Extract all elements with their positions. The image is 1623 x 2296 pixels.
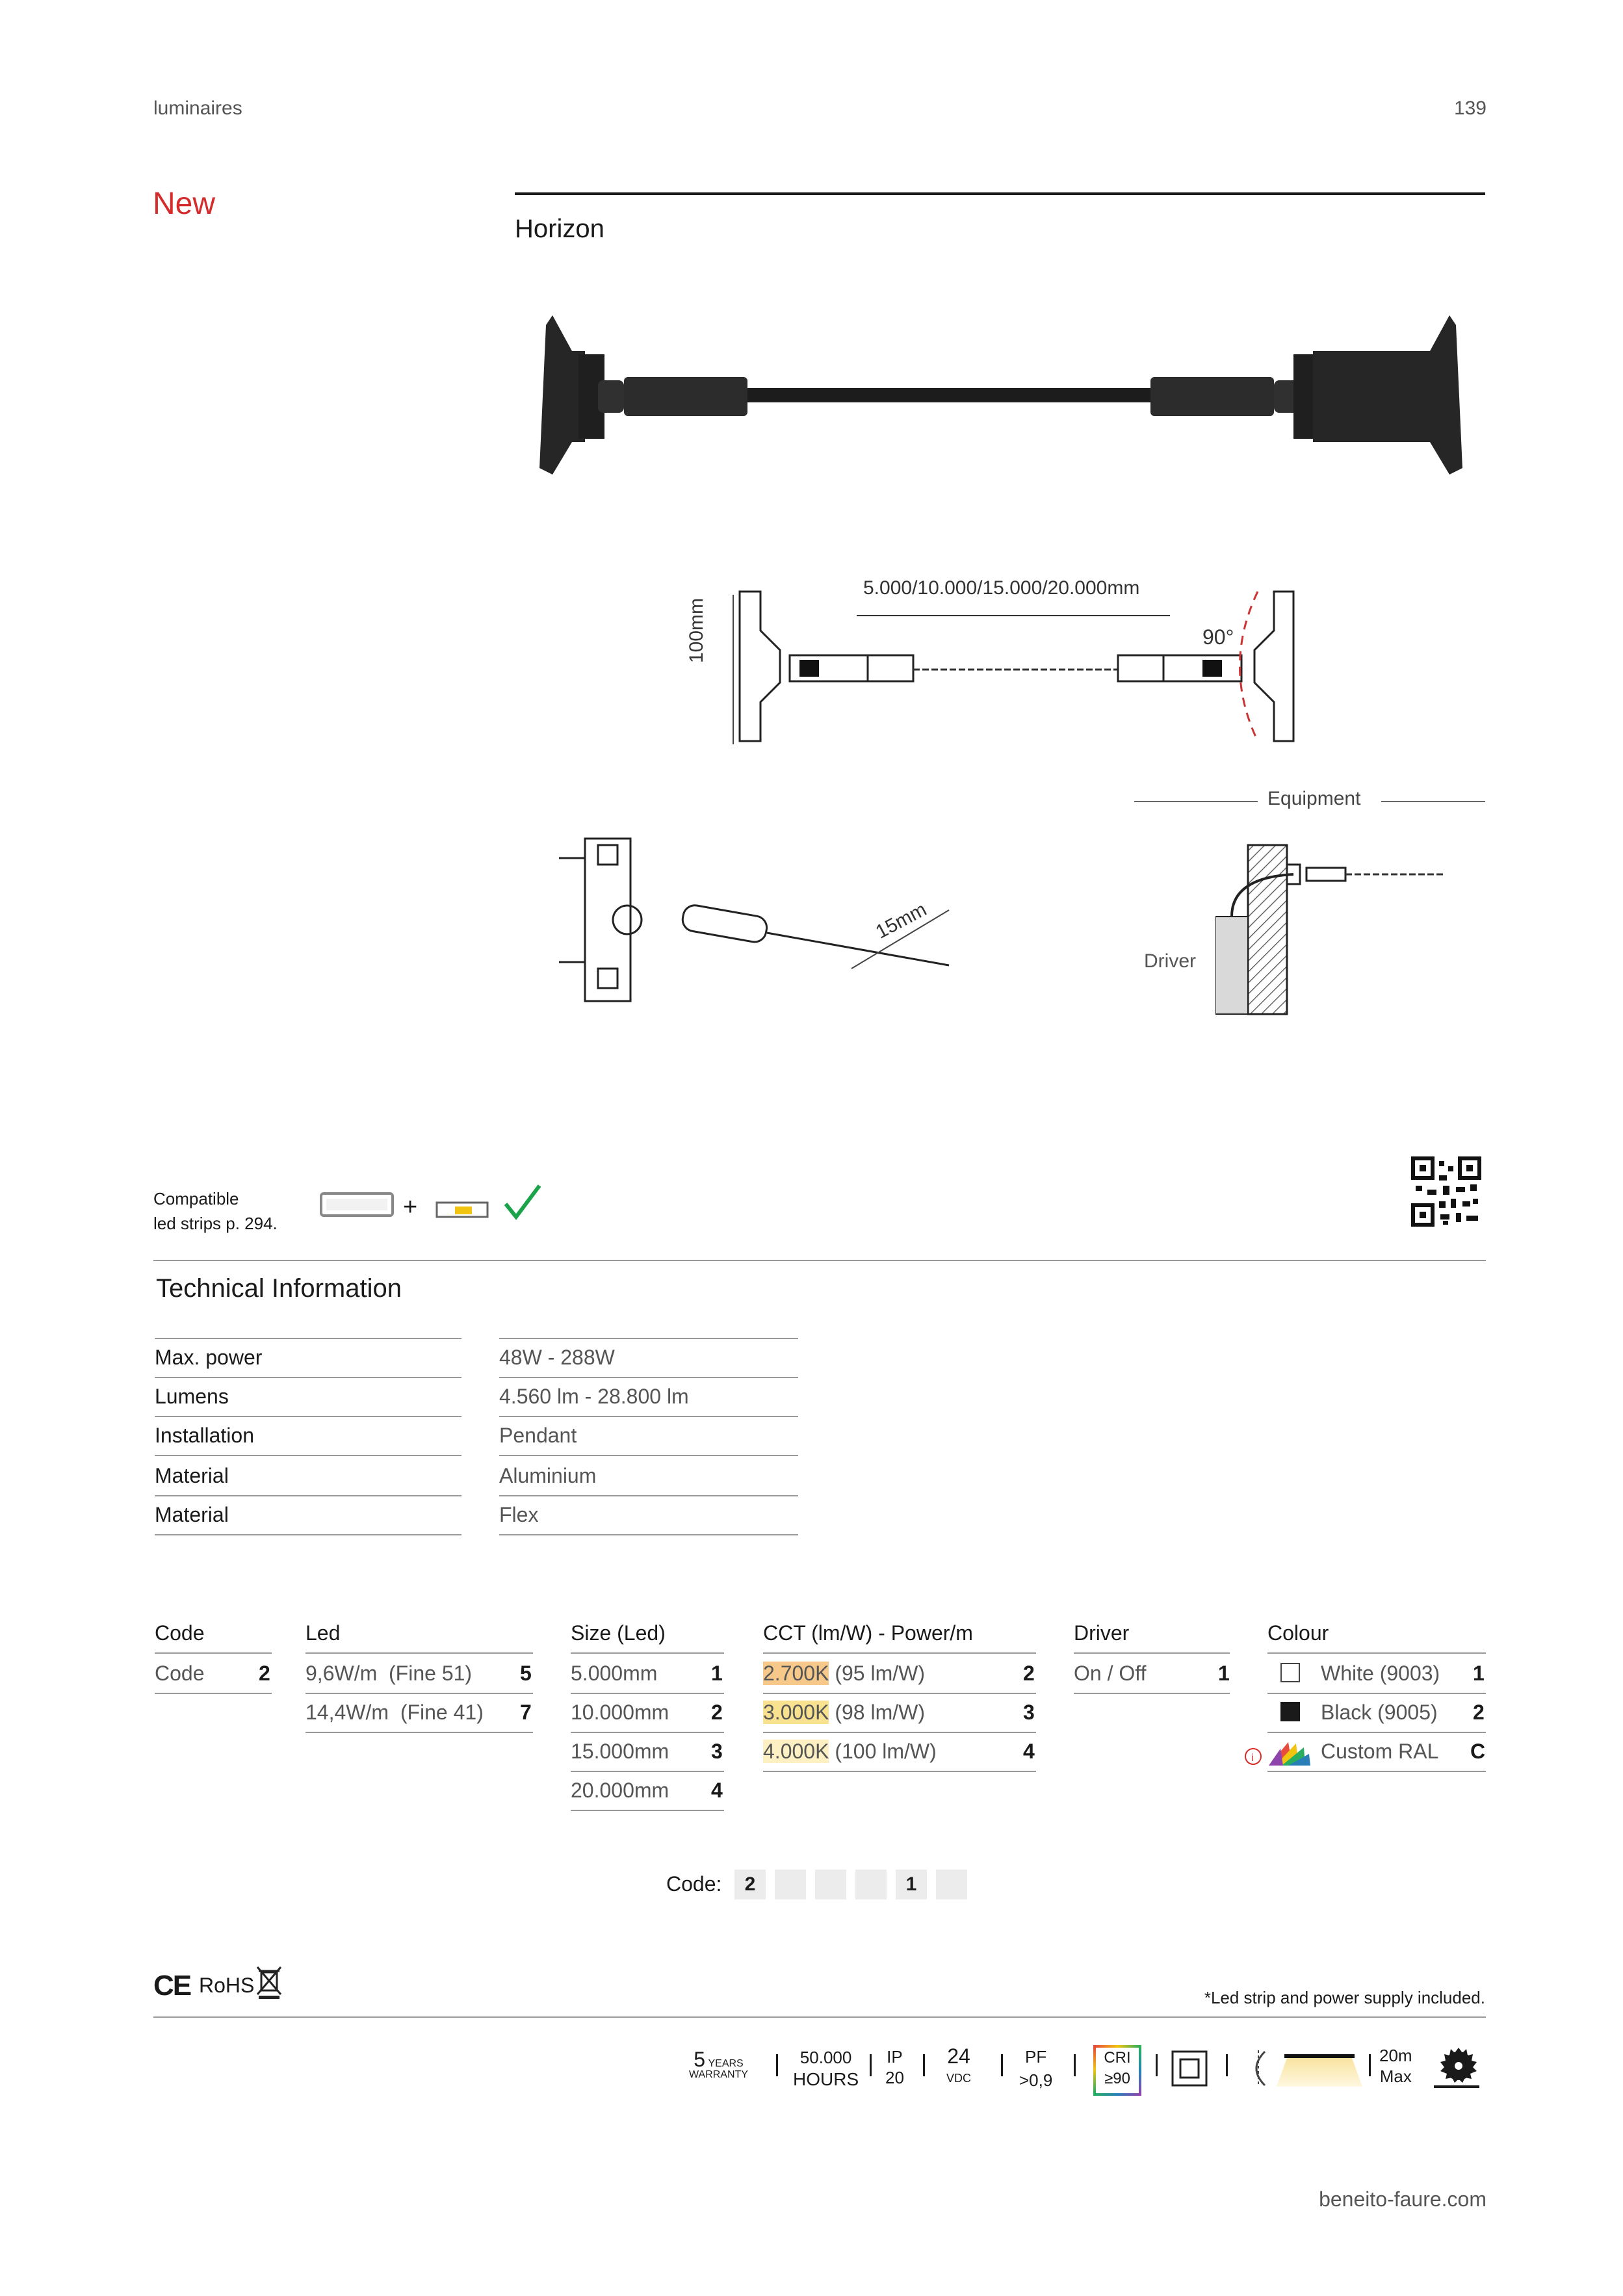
qr-code-icon[interactable] [1410, 1156, 1482, 1227]
feature-separator [1156, 2054, 1158, 2076]
led-option-label: 14,4W/m (Fine 41) [305, 1701, 484, 1724]
colour-col-header: Colour [1267, 1621, 1329, 1645]
size-col-rule [571, 1810, 724, 1811]
colour-col-rule [1267, 1652, 1486, 1654]
cct-col-rule [763, 1732, 1036, 1733]
new-badge: New [153, 187, 216, 221]
led-col-rule [305, 1693, 533, 1694]
colour-option-code: C [1470, 1740, 1486, 1763]
cct-temp: 2.700K [763, 1662, 829, 1685]
cct-efficacy: (95 lm/W) [829, 1662, 925, 1685]
compatible-line2: led strips p. 294. [153, 1214, 278, 1233]
ip-badge [885, 2046, 904, 2088]
cct-option-label [763, 1701, 925, 1725]
custom-ral-icon[interactable] [1243, 1737, 1314, 1769]
tech-rule [155, 1495, 461, 1496]
cct-efficacy: (100 lm/W) [829, 1740, 937, 1763]
feature-separator [870, 2054, 872, 2076]
colour-option-label: White (9003) [1321, 1662, 1440, 1685]
code-col-label: Code [155, 1662, 205, 1685]
white-swatch-icon [1280, 1663, 1300, 1682]
driver-option-code: 1 [1218, 1662, 1230, 1685]
section-divider [153, 1260, 1486, 1261]
size-option-label: 5.000mm [571, 1662, 658, 1685]
vdc-badge [946, 2045, 971, 2089]
led-option-label: 9,6W/m (Fine 51) [305, 1662, 473, 1685]
code-col-header: Code [155, 1621, 205, 1645]
driver-col-header: Driver [1074, 1621, 1130, 1645]
code-box[interactable]: 2 [734, 1870, 766, 1899]
tech-value: 4.560 lm - 28.800 lm [499, 1385, 689, 1408]
pf-label: PF [1025, 2047, 1047, 2067]
colour-option-label: Custom RAL [1321, 1740, 1439, 1763]
tech-rule [499, 1495, 798, 1496]
code-builder-label: Code: [666, 1872, 722, 1896]
size-option-code: 4 [711, 1779, 723, 1802]
size-option-code: 2 [711, 1701, 723, 1724]
compatible-line1: Compatible [153, 1189, 239, 1208]
svg-text:i: i [1251, 1753, 1254, 1764]
vdc-num: 24 [947, 2044, 970, 2068]
warranty-num: 5 [694, 2048, 706, 2071]
code-box[interactable] [815, 1870, 846, 1899]
pf-badge [1019, 2045, 1052, 2092]
rotation-icon [1245, 2048, 1271, 2089]
tech-label: Material [155, 1503, 229, 1526]
tech-rule [499, 1377, 798, 1378]
size-col-header: Size (Led) [571, 1621, 666, 1645]
double-insulation-icon [1170, 2049, 1209, 2088]
feature-separator [923, 2054, 925, 2076]
code-box[interactable] [775, 1870, 806, 1899]
hours-badge [793, 2046, 859, 2091]
size-option-label: 10.000mm [571, 1701, 669, 1724]
led-col-rule [305, 1732, 533, 1733]
cct-col-rule [763, 1652, 1036, 1654]
cct-temp: 4.000K [763, 1740, 829, 1763]
code-box[interactable] [936, 1870, 967, 1899]
tech-value: Pendant [499, 1424, 577, 1447]
ip-label: IP [887, 2047, 903, 2067]
feature-separator [1074, 2054, 1076, 2076]
code-box[interactable]: 1 [896, 1870, 927, 1899]
colour-col-rule [1267, 1732, 1486, 1733]
tech-rule [155, 1534, 461, 1535]
tech-rule [155, 1377, 461, 1378]
cct-option-code: 4 [1023, 1740, 1035, 1763]
max-label: Max [1379, 2067, 1412, 2086]
code-col-rule [155, 1693, 272, 1694]
ip-value: 20 [885, 2068, 904, 2087]
tech-rule [499, 1338, 798, 1339]
tech-rule [155, 1455, 461, 1456]
code-box[interactable] [855, 1870, 887, 1899]
rohs-label: RoHS [199, 1974, 255, 1997]
size-col-rule [571, 1771, 724, 1772]
size-col-rule [571, 1732, 724, 1733]
included-note: *Led strip and power supply included. [1204, 1988, 1485, 2007]
cct-col-rule [763, 1771, 1036, 1772]
angle-label: 90° [1202, 625, 1234, 649]
title-rule [515, 192, 1485, 195]
colour-option-code: 1 [1473, 1662, 1485, 1685]
tech-label: Max. power [155, 1346, 263, 1369]
tech-value: Aluminium [499, 1464, 597, 1487]
size-col-rule [571, 1652, 724, 1654]
dimension-drawing [728, 585, 1313, 754]
tech-value: Flex [499, 1503, 539, 1526]
plus-sign: + [403, 1194, 418, 1221]
size-option-label: 20.000mm [571, 1779, 669, 1802]
code-col-code: 2 [259, 1662, 270, 1685]
size-col-rule [571, 1693, 724, 1694]
page-number: 139 [1453, 98, 1487, 119]
driver-install-drawing [1215, 839, 1449, 1021]
warranty-unit: YEARS [708, 2058, 744, 2069]
size-option-label: 15.000mm [571, 1740, 669, 1763]
led-col-rule [305, 1652, 533, 1654]
colour-option-code: 2 [1473, 1701, 1485, 1724]
colour-col-rule [1267, 1771, 1486, 1772]
hours-num: 50.000 [799, 2048, 852, 2067]
cutting-saw-icon [1434, 2045, 1479, 2091]
led-col-header: Led [305, 1621, 341, 1645]
cct-option-label [763, 1662, 925, 1686]
driver-label: Driver [1144, 950, 1196, 972]
hours-label: HOURS [793, 2069, 859, 2089]
cri-badge [1093, 2045, 1141, 2096]
max-length-badge [1379, 2045, 1412, 2087]
equipment-label: Equipment [1267, 788, 1361, 809]
feature-separator [1369, 2054, 1371, 2076]
max-num: 20m [1379, 2046, 1412, 2065]
led-option-code: 5 [520, 1662, 532, 1685]
product-name: Horizon [515, 215, 604, 243]
website-link[interactable]: beneito-faure.com [1319, 2187, 1487, 2211]
warranty-badge [689, 2048, 748, 2081]
check-icon [503, 1182, 542, 1221]
tech-value: 48W - 288W [499, 1346, 615, 1369]
cct-option-code: 3 [1023, 1701, 1035, 1724]
black-swatch-icon [1280, 1702, 1300, 1721]
feature-separator [1226, 2054, 1228, 2076]
length-label: 5.000/10.000/15.000/20.000mm [863, 577, 1140, 599]
equipment-rule-left [1134, 801, 1258, 802]
equipment-rule-right [1381, 801, 1485, 802]
pf-value: >0,9 [1019, 2070, 1053, 2090]
led-option-code: 7 [520, 1701, 532, 1724]
code-col-rule [155, 1652, 272, 1654]
cable-label: 15mm [872, 898, 930, 943]
weee-bin-icon [255, 1964, 283, 2000]
colour-col-rule [1267, 1693, 1486, 1694]
cct-efficacy: (98 lm/W) [829, 1701, 925, 1724]
cri-label: CRI [1104, 2049, 1131, 2067]
tech-label: Lumens [155, 1385, 229, 1408]
cct-col-header: CCT (lm/W) - Power/m [763, 1621, 973, 1645]
height-label: 100mm [686, 597, 707, 663]
driver-col-rule [1074, 1652, 1230, 1654]
ce-mark-icon: CE [153, 1970, 191, 2002]
product-render [533, 312, 1469, 481]
feature-separator [1001, 2054, 1003, 2076]
cct-option-code: 2 [1023, 1662, 1035, 1685]
colour-option-label: Black (9005) [1321, 1701, 1438, 1724]
driver-option-label: On / Off [1074, 1662, 1147, 1685]
size-option-code: 1 [711, 1662, 723, 1685]
tech-label: Material [155, 1464, 229, 1487]
tech-title: Technical Information [156, 1274, 402, 1303]
section-label: luminaires [153, 98, 242, 119]
tech-rule [155, 1338, 461, 1339]
cri-value: ≥90 [1104, 2070, 1130, 2087]
driver-col-rule [1074, 1693, 1230, 1694]
tech-rule [499, 1416, 798, 1417]
tech-label: Installation [155, 1424, 254, 1447]
footer-rule [153, 2016, 1486, 2018]
warranty-label: WARRANTY [689, 2069, 748, 2080]
tech-rule [155, 1416, 461, 1417]
feature-separator [776, 2054, 778, 2076]
compatible-text [153, 1186, 278, 1236]
light-emission-icon [1274, 2048, 1365, 2089]
cct-option-label [763, 1740, 937, 1764]
cct-col-rule [763, 1693, 1036, 1694]
size-option-code: 3 [711, 1740, 723, 1763]
tech-rule [499, 1534, 798, 1535]
vdc-label: VDC [946, 2072, 972, 2085]
tech-rule [499, 1455, 798, 1456]
cct-temp: 3.000K [763, 1701, 829, 1724]
led-strip-icon [435, 1200, 490, 1220]
profile-icon [318, 1187, 396, 1220]
